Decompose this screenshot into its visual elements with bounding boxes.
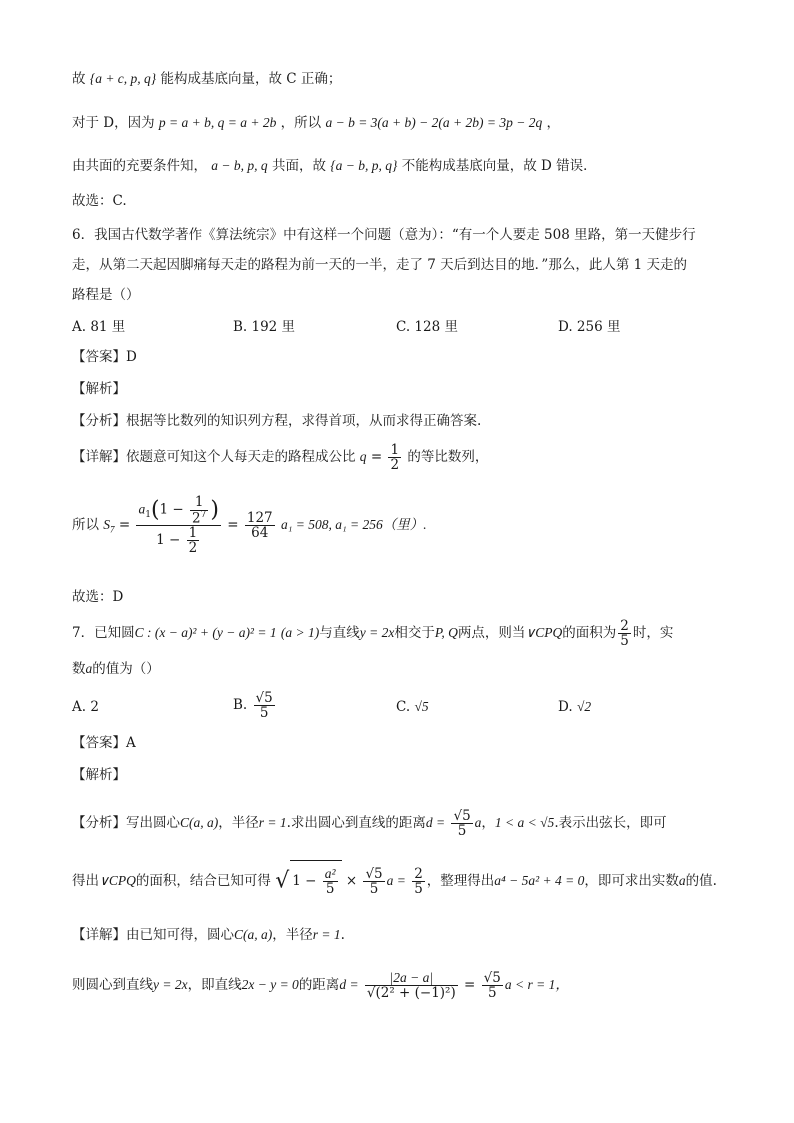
big-fraction-denominator: [136, 526, 221, 555]
text-line: [72, 68, 724, 90]
fraction: [412, 867, 425, 896]
question-stem: 路程是（）: [72, 287, 140, 303]
text: 时，实: [632, 625, 674, 641]
option-b: [233, 688, 277, 722]
math-expr: a⁴ − 5a² + 4 = 0: [494, 873, 585, 888]
text: 故: [72, 71, 86, 87]
fraction: [363, 867, 384, 896]
text: 的值.: [685, 873, 717, 889]
text: 所以: [72, 517, 99, 533]
text: ，即可求出实数: [584, 873, 679, 889]
text: 的值为（）: [92, 661, 160, 677]
fraction-numerator: √5: [483, 969, 501, 986]
text: 能构成基底向量，故 C 正确；: [160, 71, 342, 87]
math-set: {a + c, p, q}: [89, 71, 157, 86]
sum-s: S: [103, 517, 111, 532]
text: 的距离: [298, 977, 340, 993]
option-label: B.: [233, 697, 248, 713]
option-d: [558, 696, 591, 718]
math-expr: C(a, a): [234, 927, 273, 942]
text: ×: [345, 873, 358, 889]
answer-line: 故选：C.: [72, 193, 127, 209]
option-a: A. 81 里: [72, 319, 126, 335]
text: ，整理得出: [426, 873, 495, 889]
fraction-denominator: 5: [487, 985, 497, 1001]
fraction-numerator: 127: [246, 509, 273, 526]
fraction: $\frac{1}{2^7}$: [192, 494, 207, 527]
fraction: [254, 691, 275, 720]
text: 由共面的充要条件知，: [72, 158, 207, 174]
fraction-denominator: 5: [414, 881, 423, 897]
fraction-numerator: √5: [255, 689, 273, 706]
text: 1 −: [156, 532, 181, 549]
math-expr: r = 1: [258, 815, 287, 830]
text: 1 −: [159, 501, 184, 518]
text: 与直线: [319, 625, 360, 641]
option-a: A. 2: [72, 699, 99, 715]
text: 的面积为: [562, 625, 617, 641]
math-var: q: [359, 449, 367, 464]
math-expr: a₁ = 508, a₁ = 256（里）.: [280, 517, 427, 532]
base: 2: [192, 510, 201, 527]
fraction-denominator: 5: [620, 633, 629, 649]
xiangjie-line: [72, 960, 724, 1010]
math-expr: 1 < a < √5: [494, 815, 555, 830]
xiangjie-line: [72, 924, 724, 946]
text: ，半径: [272, 927, 313, 943]
fraction: $\frac{1}{2}$: [188, 525, 198, 557]
fraction-numerator: 1: [390, 441, 400, 458]
math-expr: ∨CPQ: [99, 873, 136, 888]
fraction: [388, 443, 401, 472]
text: ，: [546, 115, 561, 131]
fenxi-line: 【分析】写出圆心C(a, a)，半径r = 1.求出圆心到直线的距离d = $\frac{√5}{5}$ a，1 < a < √5.表示出弦长，即可: [72, 807, 667, 839]
fraction-numerator: a²: [324, 865, 336, 881]
text: 相交于: [394, 625, 435, 641]
fenxi-tag: 【分析】: [72, 413, 126, 429]
text: .求出圆心到直线的距离: [286, 815, 426, 831]
text: 数: [72, 661, 86, 677]
fraction: [245, 511, 275, 540]
fenxi-line: [72, 410, 724, 432]
option-label: D.: [558, 699, 573, 715]
answer-row: [72, 346, 724, 368]
fraction-denominator: 5: [369, 881, 379, 897]
text: ，半径: [218, 815, 259, 831]
text: 共面，故: [271, 158, 326, 174]
text: 写出圆心: [126, 815, 180, 831]
math-expr: y = 2x: [359, 625, 395, 640]
fraction-denominator: 5: [457, 823, 467, 839]
option-label: C.: [396, 699, 411, 715]
question-stem: [72, 616, 724, 650]
math-expr: ∨CPQ: [525, 625, 563, 640]
math-var: a: [474, 815, 482, 830]
question-stem: [72, 658, 724, 680]
answer-tag: 【答案】: [72, 735, 126, 751]
text: 7．已知圆: [72, 625, 135, 641]
big-fraction: [136, 495, 221, 555]
fraction-denominator: 5: [325, 881, 335, 897]
fraction: [451, 809, 472, 838]
text: .: [340, 927, 345, 943]
math-set: {a − b, p, q}: [330, 158, 398, 173]
fraction-denominator: 5: [259, 705, 269, 721]
text: 由已知可得，圆心: [126, 927, 234, 943]
exponent: 7: [200, 509, 207, 520]
math-expr: a < r = 1，: [504, 977, 569, 992]
text: 得出: [72, 873, 99, 889]
text: 对于 D，因为: [72, 115, 159, 131]
big-fraction-numerator: $a_1(1$ − $\frac{1}{2^7}$ ): [138, 494, 219, 527]
answer-value: A: [126, 735, 136, 751]
sqrt-expr: [290, 860, 341, 901]
math-expr: C : (x − a)² + (y − a)² = 1: [134, 625, 277, 640]
sum-subscript: 7: [110, 524, 115, 535]
fraction-numerator: √5: [453, 807, 471, 824]
option-value: √2: [576, 699, 592, 714]
xiangjie-tag: 【详解】: [72, 449, 126, 465]
math-expr: d =: [425, 815, 446, 830]
sum-symbol: [103, 517, 115, 535]
question-stem: 6．我国古代数学著作《算法统宗》中有这样一个问题（意为）：“有一个人要走 508 里路，第一天健步行: [72, 227, 696, 243]
analysis-tag: 【解析】: [72, 381, 126, 397]
fraction: [482, 971, 503, 1000]
text-line: [72, 155, 724, 177]
math-var: a: [138, 501, 146, 517]
math-expr: (a > 1): [280, 625, 320, 640]
xiangjie-line: 【详解】依题意可知这个人每天走的路程成公比 q = $\frac{1}{2}$ 的等比数列，: [72, 441, 489, 473]
option-b: B. 192 里: [233, 319, 296, 335]
text: 的等比数列，: [407, 449, 489, 465]
formula-line: 所以 $S_7$ = $a_1(1$ − $\frac{1}{2^7}$ ) 1 − $\frac{1}{2}$ = $\frac{127}{64}$ a₁ = 508, a₁ = 256（里）.: [72, 494, 427, 557]
text: 两点，则当: [457, 625, 526, 641]
fraction: [323, 867, 338, 896]
option-value: √5: [414, 699, 429, 714]
fraction: [618, 619, 631, 648]
text: .表示出弦长，即可: [554, 815, 667, 831]
text-line: [72, 112, 724, 134]
fraction-denominator: 2: [390, 457, 400, 473]
fenxi-text: 根据等比数列的知识列方程，求得首项，从而求得正确答案.: [126, 413, 482, 429]
fraction-numerator: 2: [620, 617, 629, 634]
answer-tag: 【答案】: [72, 349, 126, 365]
option-c: [396, 696, 429, 718]
fenxi-tag: 【分析】: [72, 815, 126, 831]
math-var: a: [678, 873, 686, 888]
math-expr: P, Q: [434, 625, 458, 640]
answer-line: 故选：D: [72, 589, 124, 605]
fraction-numerator: 2: [414, 865, 423, 882]
text: 则圆心到直线: [72, 977, 153, 993]
fraction-denominator: 64: [251, 525, 269, 541]
answer-row: [72, 732, 724, 754]
text: =: [464, 977, 476, 993]
question-stem: 走，从第二天起因脚痛每天走的路程为前一天的一半，走了 7 天后到达目的地．”那么，此人第 1 天走的: [72, 257, 687, 273]
fraction-numerator: |2a − a|: [365, 971, 458, 986]
text: 依题意可知这个人每天走的路程成公比: [126, 449, 356, 465]
answer-value: D: [126, 349, 137, 365]
math-expr: p = a + b, q = a + 2b: [158, 115, 277, 130]
fraction-denominator: √(2² + (−1)²): [366, 985, 456, 1001]
math-var: a: [85, 661, 93, 676]
fenxi-line: 得出∨CPQ的面积，结合已知可得 √ 1 − $\frac{\text{a²}}{5}$ × $\frac{√5}{5}$ a = $\frac{2}{5}$ ，整理得出a⁴ − 5a² + 4 = 0，即可求出实数a的值.: [72, 860, 724, 902]
math-expr: r = 1: [312, 927, 341, 942]
math-expr: a − b = 3(a + b) − 2(a + 2b) = 3p − 2q: [325, 115, 543, 130]
math-expr: d =: [339, 977, 359, 992]
xiangjie-tag: 【详解】: [72, 927, 126, 943]
text: 1 −: [292, 873, 317, 889]
fraction: [365, 971, 458, 1000]
math-expr: C(a, a): [180, 815, 219, 830]
analysis-tag: 【解析】: [72, 767, 126, 783]
text: 的面积，结合已知可得: [135, 873, 271, 889]
text: ，即直线: [187, 977, 242, 993]
math-expr: a =: [386, 873, 406, 888]
text: 不能构成基底向量，故 D 错误．: [401, 158, 597, 174]
text: ，所以: [280, 115, 326, 131]
option-c: C. 128 里: [396, 319, 458, 335]
math-expr: y = 2x: [153, 977, 188, 992]
fraction-numerator: √5: [365, 865, 383, 882]
math-expr: a − b, p, q: [211, 158, 268, 173]
math-expr: 2x − y = 0: [241, 977, 299, 992]
option-d: D. 256 里: [558, 319, 621, 335]
